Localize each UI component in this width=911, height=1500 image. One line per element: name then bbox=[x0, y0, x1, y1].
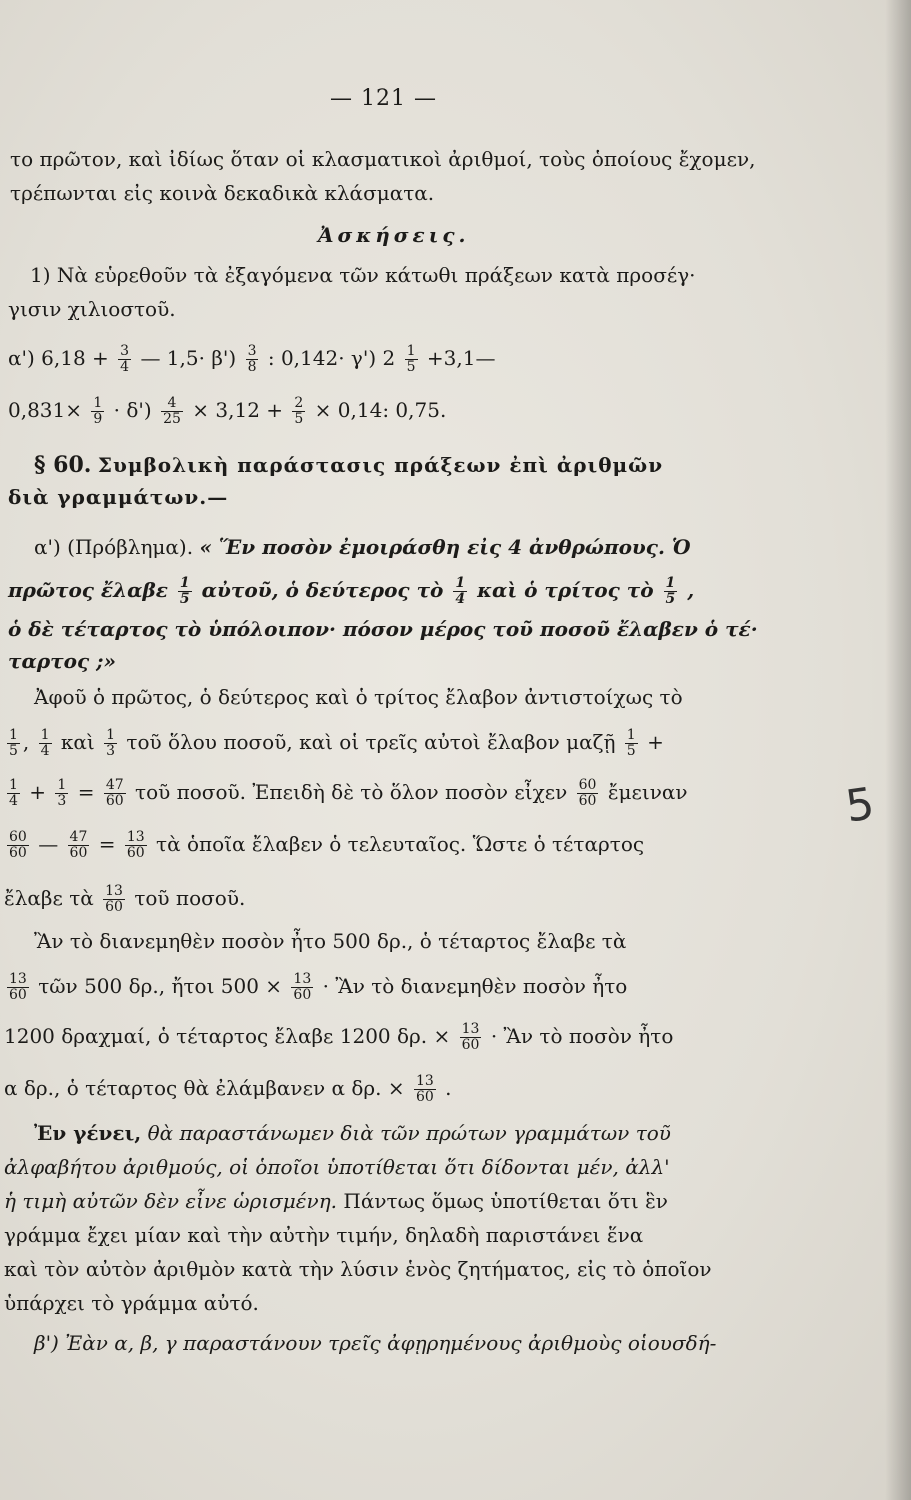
fraction: $\frac{3}{8}$ bbox=[247, 343, 257, 375]
math-text: — 1,5· β') bbox=[140, 346, 237, 370]
example-line-2: $\frac{13}{60}$ τῶν 500 δρ., ἤτοι 500 × $\frac{13}{60}$ · Ἂν τὸ διανεμηθὲν ποσὸν ἦτο bbox=[9, 971, 628, 1003]
fraction: $\frac{1}{9}$ bbox=[93, 395, 103, 427]
general-line-5: καὶ τὸν αὐτὸν ἀριθμὸν κατὰ τὴν λύσιν ἑνὸς ζητήματος, εἰς τὸ ὁποῖον bbox=[4, 1257, 712, 1281]
general-line-3: ἡ τιμὴ αὐτῶν δὲν εἶνε ὡρισμένη. Πάντως ὅμως ὑποτίθεται ὅτι ἓν bbox=[4, 1189, 668, 1213]
solution-line-4: $\frac{60}{60}$ — $\frac{47}{60}$ = $\frac{13}{60}$ τὰ ὁποῖα ἔλαβεν ὁ τελευταῖος. Ὥστε ὁ τέταρτος bbox=[9, 829, 645, 861]
example-line-3: 1200 δραχμαί, ὁ τέταρτος ἔλαβε 1200 δρ. × $\frac{13}{60}$ · Ἂν τὸ ποσὸν ἦτο bbox=[4, 1021, 674, 1053]
example-line-4: α δρ., ὁ τέταρτος θὰ ἐλάμβανεν α δρ. × $\frac{13}{60}$ . bbox=[4, 1073, 452, 1105]
exercises-heading: Ἀσκήσεις. bbox=[318, 223, 470, 247]
section-title: Συμβολικὴ παράστασις πράξεων ἐπὶ ἀριθμῶν bbox=[97, 453, 664, 477]
general-line-6: ὑπάρχει τὸ γράμμα αὐτό. bbox=[4, 1291, 259, 1315]
problem-line-3: ὁ δὲ τέταρτος τὸ ὑπόλοιπον· πόσον μέρος τοῦ ποσοῦ ἔλαβεν ὁ τέ· bbox=[8, 617, 758, 641]
math-text: · δ') bbox=[113, 398, 152, 422]
solution-line-5: ἔλαβε τὰ $\frac{13}{60}$ τοῦ ποσοῦ. bbox=[4, 883, 246, 915]
fraction: $\frac{1}{4}$ bbox=[455, 575, 466, 607]
section-heading bbox=[34, 452, 663, 478]
section-title-line-2: διὰ γραμμάτων.— bbox=[8, 485, 229, 509]
fraction: $\frac{4}{25}$ bbox=[163, 395, 181, 427]
exercise-1-line-1: 1) Νὰ εὑρεθοῦν τὰ ἐξαγόμενα τῶν κάτωθι πράξεων κατὰ προσέγ· bbox=[30, 263, 696, 287]
handwritten-margin-note: 5 bbox=[842, 778, 878, 833]
general-line-2: ἀλφαβήτου ἀριθμούς, οἱ ὁποῖοι ὑποτίθεται ὅτι δίδονται μέν, ἀλλ' bbox=[4, 1155, 670, 1179]
fraction: $\frac{1}{5}$ bbox=[406, 343, 416, 375]
intro-line-1: το πρῶτον, καὶ ἰδίως ὅταν οἱ κλασματικοὶ ἀριθμοί, τοὺς ὁποίους ἔχομεν, bbox=[10, 147, 756, 171]
page-number: — 121 — bbox=[330, 86, 437, 111]
general-line-1: Ἐν γένει, θὰ παραστάνωμεν διὰ τῶν πρώτων γραμμάτων τοῦ bbox=[34, 1121, 671, 1145]
page-edge-shadow bbox=[885, 0, 911, 1500]
math-text: × 0,14: 0,75. bbox=[314, 398, 447, 422]
problem-line-1 bbox=[34, 534, 691, 560]
problem-line-4: ταρτος ;» bbox=[8, 649, 116, 673]
intro-line-2: τρέπωνται εἰς κοινὰ δεκαδικὰ κλάσματα. bbox=[10, 181, 435, 205]
fraction: $\frac{1}{5}$ bbox=[179, 575, 190, 607]
fraction: $\frac{1}{5}$ bbox=[665, 575, 676, 607]
example-line-1: Ἂν τὸ διανεμηθὲν ποσὸν ἦτο 500 δρ., ὁ τέταρτος ἔλαβε τὰ bbox=[34, 929, 627, 953]
math-text: × 3,12 + bbox=[192, 398, 284, 422]
section-number: § 60. bbox=[34, 452, 92, 478]
solution-line-2: $\frac{1}{5}$ , $\frac{1}{4}$ καὶ $\frac{1}{3}$ τοῦ ὅλου ποσοῦ, καὶ οἱ τρεῖς αὐτοὶ ἔλαβον μαζῇ $\frac{1}{5}$ + bbox=[9, 727, 664, 759]
beta-line: β') Ἐὰν α, β, γ παραστάνουν τρεῖς ἀφῃρημένους ἀριθμοὺς οἱουσδή- bbox=[34, 1331, 717, 1355]
general-line-4: γράμμα ἔχει μίαν καὶ τὴν αὐτὴν τιμήν, δηλαδὴ παριστάνει ἕνα bbox=[4, 1223, 644, 1247]
exercise-math-line-2 bbox=[8, 396, 446, 427]
exercise-math-line-1 bbox=[8, 344, 495, 375]
math-text: : 0,142· γ') 2 bbox=[267, 346, 396, 370]
math-text: 0,831× bbox=[8, 398, 83, 422]
fraction: $\frac{2}{5}$ bbox=[294, 395, 304, 427]
problem-label: α') (Πρόβλημα). bbox=[34, 535, 194, 559]
math-text: α') 6,18 + bbox=[8, 346, 109, 370]
fraction: $\frac{3}{4}$ bbox=[120, 343, 130, 375]
solution-line-3: $\frac{1}{4}$ + $\frac{1}{3}$ = $\frac{47}{60}$ τοῦ ποσοῦ. Ἐπειδὴ δὲ τὸ ὅλον ποσὸν εἶχεν $\frac{60}{60}$ ἔμειναν bbox=[9, 777, 688, 809]
problem-text: « Ἕν ποσὸν ἐμοιράσθη εἰς 4 ἀνθρώπους. Ὁ bbox=[199, 535, 691, 559]
math-text: +3,1— bbox=[426, 346, 496, 370]
exercise-1-line-2: γισιν χιλιοστοῦ. bbox=[8, 297, 176, 321]
solution-line-1: Ἀφοῦ ὁ πρῶτος, ὁ δεύτερος καὶ ὁ τρίτος ἔλαβον ἀντιστοίχως τὸ bbox=[34, 685, 683, 709]
problem-line-2: πρῶτος ἔλαβε $\frac{1}{5}$ αὐτοῦ, ὁ δεύτερος τὸ $\frac{1}{4}$ καὶ ὁ τρίτος τὸ $\frac{1}{5}$ , bbox=[8, 575, 695, 607]
